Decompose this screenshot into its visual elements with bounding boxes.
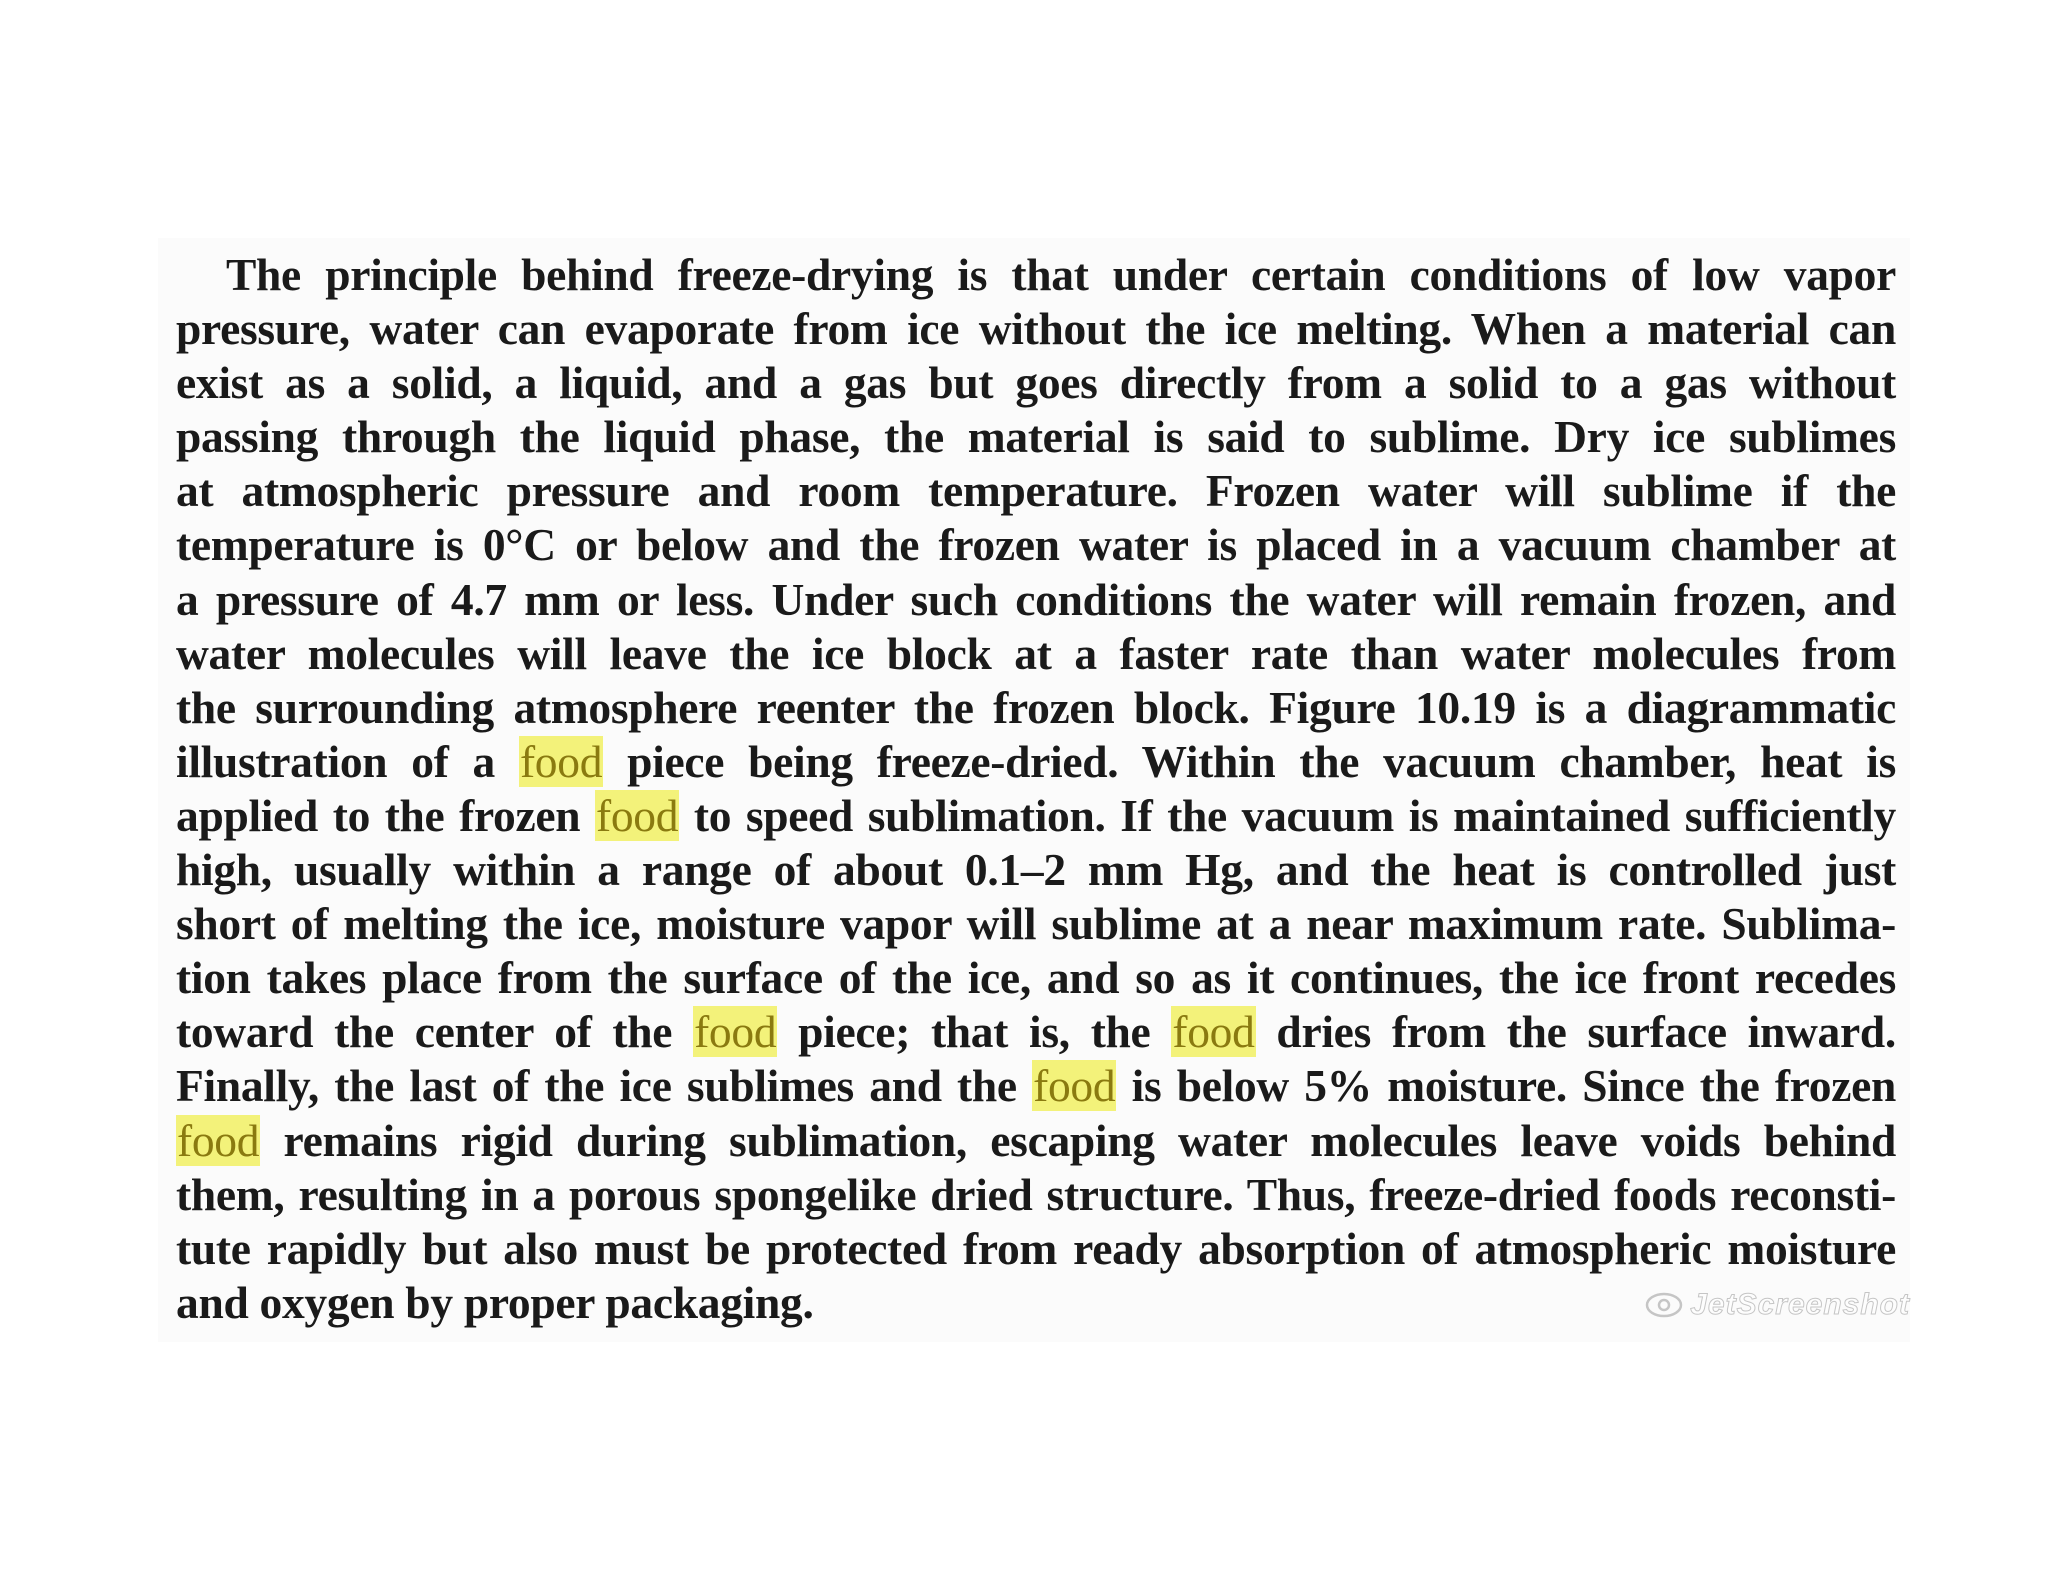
text-line [176, 1005, 1896, 1059]
text-segment: to speed sublimation. If the vacuum is maintained sufficiently [679, 789, 1896, 841]
camera-logo-icon [1644, 1291, 1684, 1319]
text-line [176, 1168, 1896, 1222]
text-segment: Finally, the last of the ice sublimes and the [176, 1060, 1033, 1112]
text-line [176, 627, 1896, 681]
text-segment: toward the center of the [176, 1006, 694, 1058]
text-line [176, 1114, 1896, 1168]
highlighted-term: food [1172, 1006, 1255, 1058]
text-segment: piece being freeze-dried. Within the vacuum chamber, heat is [603, 735, 1896, 787]
text-segment: them, resulting in a porous spongelike dried structure. Thus, freeze-dried foods reconsti- [176, 1168, 1896, 1220]
text-segment: tion takes place from the surface of the ice, and so as it continues, the ice front recedes [176, 952, 1896, 1004]
text-line [176, 410, 1896, 464]
text-line [176, 1222, 1896, 1276]
text-segment: high, usually within a range of about 0.1–2 mm Hg, and the heat is controlled just [176, 844, 1896, 896]
text-segment: and oxygen by proper packaging. [176, 1276, 814, 1328]
highlighted-term: food [694, 1006, 777, 1058]
text-line [176, 573, 1896, 627]
text-line [176, 789, 1896, 843]
text-segment: exist as a solid, a liquid, and a gas but goes directly from a solid to a gas without [176, 357, 1896, 409]
text-line [176, 518, 1896, 572]
text-line [176, 681, 1896, 735]
text-line [176, 1276, 1896, 1330]
text-line [176, 248, 1896, 302]
text-segment: illustration of a [176, 735, 519, 787]
text-line [176, 464, 1896, 518]
text-segment: tute rapidly but also must be protected from ready absorption of atmospheric moisture [176, 1222, 1896, 1274]
text-segment: the surrounding atmosphere reenter the frozen block. Figure 10.19 is a diagrammatic [176, 681, 1896, 733]
text-segment: is below 5% moisture. Since the frozen [1116, 1060, 1896, 1112]
text-segment: short of melting the ice, moisture vapor will sublime at a near maximum rate. Sublima- [176, 898, 1896, 950]
watermark-text: JetScreenshot [1690, 1288, 1910, 1321]
text-line [176, 897, 1896, 951]
text-line [176, 951, 1896, 1005]
text-line [176, 735, 1896, 789]
text-segment: water molecules will leave the ice block at a faster rate than water molecules from [176, 627, 1896, 679]
text-segment: remains rigid during sublimation, escaping water molecules leave voids behind [260, 1114, 1896, 1166]
watermark [1644, 1288, 1910, 1322]
highlighted-term: food [1033, 1060, 1116, 1112]
text-segment: at atmospheric pressure and room temperature. Frozen water will sublime if the [176, 465, 1896, 517]
text-segment: applied to the frozen [176, 789, 595, 841]
text-segment: pressure, water can evaporate from ice without the ice melting. When a material can [176, 303, 1896, 355]
highlighted-term: food [177, 1114, 260, 1166]
text-segment: temperature is 0°C or below and the frozen water is placed in a vacuum chamber at [176, 519, 1896, 571]
text-segment: dries from the surface inward. [1255, 1006, 1896, 1058]
highlighted-term: food [595, 789, 679, 841]
highlighted-term: food [519, 735, 603, 787]
text-segment: The principle behind freeze-drying is that under certain conditions of low vapor [226, 249, 1896, 300]
text-segment: piece; that is, the [777, 1006, 1172, 1058]
body-paragraph [176, 248, 1896, 1330]
text-line [176, 843, 1896, 897]
text-line [176, 356, 1896, 410]
text-segment: a pressure of 4.7 mm or less. Under such conditions the water will remain frozen, and [176, 573, 1896, 625]
text-segment: passing through the liquid phase, the material is said to sublime. Dry ice sublimes [176, 411, 1896, 463]
text-line [176, 302, 1896, 356]
text-line [176, 1059, 1896, 1113]
